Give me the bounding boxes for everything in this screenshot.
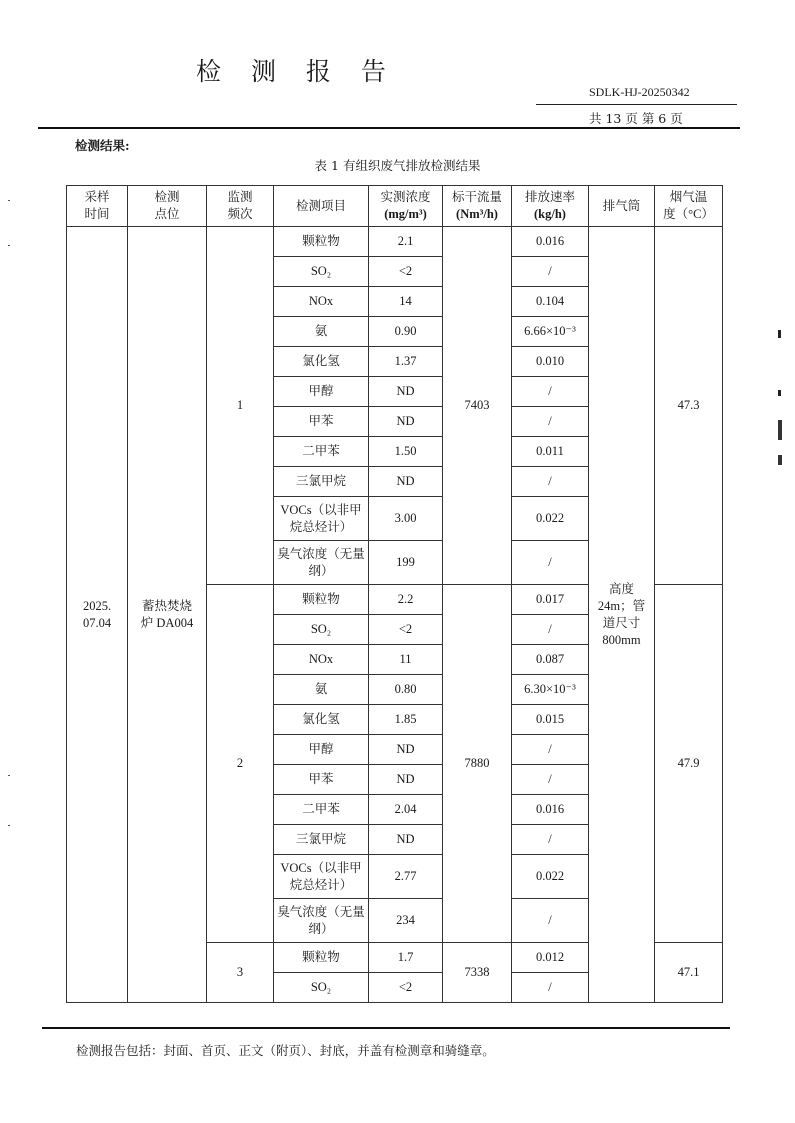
rate-cell: 6.66×10⁻³ [512, 317, 589, 347]
item-cell: 颗粒物 [274, 227, 369, 257]
header-point: 检测 点位 [128, 186, 207, 227]
item-cell: NOx [274, 287, 369, 317]
conc-cell: 1.7 [369, 943, 443, 973]
sample-time-cell: 2025. 07.04 [67, 227, 128, 1003]
seal-mark [778, 420, 782, 440]
seal-mark [778, 455, 782, 465]
item-cell: SO₂ [274, 973, 369, 1003]
stack-cell: 高度 24m；管 道尺寸 800mm [589, 227, 655, 1003]
header-divider-short [536, 104, 737, 105]
footer-divider [42, 1027, 730, 1029]
rate-cell: / [512, 541, 589, 585]
conc-cell: <2 [369, 257, 443, 287]
rate-cell: 0.104 [512, 287, 589, 317]
header-divider [38, 127, 740, 129]
conc-cell: 1.37 [369, 347, 443, 377]
conc-cell: ND [369, 377, 443, 407]
conc-cell: 2.2 [369, 585, 443, 615]
item-cell: 三氯甲烷 [274, 825, 369, 855]
results-table [66, 185, 723, 1003]
header-frequency: 监测 频次 [207, 186, 274, 227]
conc-cell: 11 [369, 645, 443, 675]
rate-cell: / [512, 377, 589, 407]
flow-cell: 7338 [443, 943, 512, 1003]
rate-cell: / [512, 825, 589, 855]
rate-cell: 0.017 [512, 585, 589, 615]
scan-speck [8, 245, 10, 246]
frequency-cell: 3 [207, 943, 274, 1003]
table-caption: 表 1 有组织废气排放检测结果 [314, 158, 481, 173]
conc-cell: 2.04 [369, 795, 443, 825]
conc-cell: 14 [369, 287, 443, 317]
point-cell: 蓄热焚烧 炉 DA004 [128, 227, 207, 1003]
item-cell: 甲醇 [274, 377, 369, 407]
rate-cell: / [512, 973, 589, 1003]
scan-speck [8, 200, 10, 201]
item-cell: 颗粒物 [274, 585, 369, 615]
rate-cell: / [512, 899, 589, 943]
rate-cell: / [512, 765, 589, 795]
flow-cell: 7880 [443, 585, 512, 943]
conc-cell: ND [369, 407, 443, 437]
conc-cell: 199 [369, 541, 443, 585]
header-sample-time: 采样 时间 [67, 186, 128, 227]
header-rate: 排放速率 (kg/h) [512, 186, 589, 227]
header-temp: 烟气温 度（°C） [655, 186, 723, 227]
rate-cell: / [512, 467, 589, 497]
item-cell: 氨 [274, 675, 369, 705]
temp-cell: 47.3 [655, 227, 723, 585]
item-cell: VOCs（以非甲烷总烃计） [274, 855, 369, 899]
rate-cell: / [512, 257, 589, 287]
item-cell: 氨 [274, 317, 369, 347]
table-header-row [67, 186, 723, 227]
rate-cell: 0.015 [512, 705, 589, 735]
item-cell: 颗粒物 [274, 943, 369, 973]
item-cell: VOCs（以非甲烷总烃计） [274, 497, 369, 541]
conc-cell: <2 [369, 615, 443, 645]
conc-cell: ND [369, 765, 443, 795]
conc-cell: 3.00 [369, 497, 443, 541]
conc-cell: 1.50 [369, 437, 443, 467]
temp-cell: 47.1 [655, 943, 723, 1003]
flow-cell: 7403 [443, 227, 512, 585]
header-stack: 排气筒 [589, 186, 655, 227]
page-info: 共 13 页 第 6 页 [589, 111, 683, 126]
item-cell: SO₂ [274, 615, 369, 645]
conc-cell: 2.1 [369, 227, 443, 257]
seal-mark [778, 390, 781, 396]
conc-cell: 234 [369, 899, 443, 943]
conc-cell: ND [369, 467, 443, 497]
conc-cell: 0.80 [369, 675, 443, 705]
conc-cell: 0.90 [369, 317, 443, 347]
rate-cell: 6.30×10⁻³ [512, 675, 589, 705]
report-number: SDLK-HJ-20250342 [589, 85, 690, 99]
header-flow: 标干流量 (Nm³/h) [443, 186, 512, 227]
item-cell: 甲苯 [274, 407, 369, 437]
item-cell: 氯化氢 [274, 347, 369, 377]
item-cell: 臭气浓度（无量纲） [274, 899, 369, 943]
item-cell: 二甲苯 [274, 795, 369, 825]
item-cell: 三氯甲烷 [274, 467, 369, 497]
item-cell: 二甲苯 [274, 437, 369, 467]
rate-cell: / [512, 735, 589, 765]
rate-cell: 0.010 [512, 347, 589, 377]
rate-cell: 0.016 [512, 227, 589, 257]
item-cell: 臭气浓度（无量纲） [274, 541, 369, 585]
seal-mark [778, 330, 781, 338]
rate-cell: / [512, 615, 589, 645]
conc-cell: <2 [369, 973, 443, 1003]
rate-cell: 0.087 [512, 645, 589, 675]
rate-cell: 0.011 [512, 437, 589, 467]
header-item: 检测项目 [274, 186, 369, 227]
item-cell: 氯化氢 [274, 705, 369, 735]
frequency-cell: 2 [207, 585, 274, 943]
frequency-cell: 1 [207, 227, 274, 585]
header-concentration: 实测浓度 (mg/m³) [369, 186, 443, 227]
section-label: 检测结果: [75, 138, 130, 153]
conc-cell: ND [369, 735, 443, 765]
item-cell: 甲苯 [274, 765, 369, 795]
scan-speck [8, 825, 10, 826]
report-title: 检 测 报 告 [196, 57, 397, 86]
item-cell: NOx [274, 645, 369, 675]
item-cell: 甲醇 [274, 735, 369, 765]
conc-cell: 1.85 [369, 705, 443, 735]
temp-cell: 47.9 [655, 585, 723, 943]
table-row [67, 227, 723, 257]
rate-cell: 0.012 [512, 943, 589, 973]
rate-cell: 0.022 [512, 497, 589, 541]
footer-note: 检测报告包括：封面、首页、正文（附页）、封底，并盖有检测章和骑缝章。 [76, 1043, 495, 1058]
rate-cell: / [512, 407, 589, 437]
conc-cell: ND [369, 825, 443, 855]
item-cell: SO₂ [274, 257, 369, 287]
rate-cell: 0.022 [512, 855, 589, 899]
conc-cell: 2.77 [369, 855, 443, 899]
scan-speck [8, 775, 10, 776]
rate-cell: 0.016 [512, 795, 589, 825]
